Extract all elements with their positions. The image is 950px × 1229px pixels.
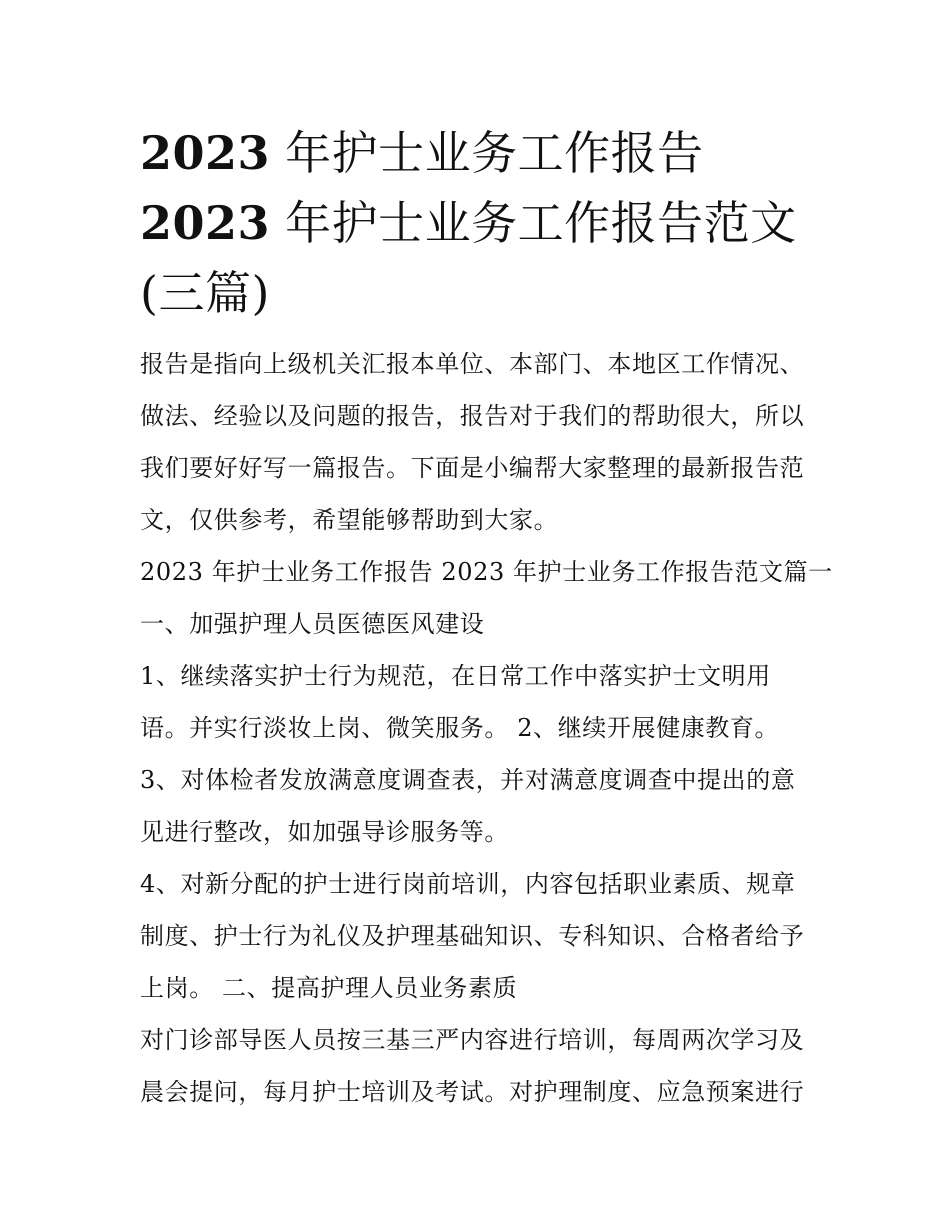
title-text-1: 年护士业务工作报告: [270, 126, 704, 180]
title-line-2: [140, 188, 820, 258]
title-line-3: (三篇): [140, 266, 270, 320]
title-year-2: 2023: [140, 196, 271, 250]
title-year-1: 2023: [140, 126, 271, 180]
document-title: [140, 118, 820, 328]
item-1-line-1: 1、继续落实护士行为规范，在日常工作中落实护士文明用: [140, 662, 771, 690]
item-3-paragraph: 3、对体检者发放满意度调查表，并对满意度调查中提出的意见进行整改，如加强导诊服务等。: [140, 766, 796, 846]
chapter-heading: 2023 年护士业务工作报告 2023 年护士业务工作报告范文篇一: [140, 558, 833, 586]
document-page: [140, 118, 833, 1118]
item-4-paragraph: 4、对新分配的护士进行岗前培训，内容包括职业素质、规章制度、护士行为礼仪及护理基础知识、专科知识、合格者给予上岗。 二、提高护理人员业务素质: [140, 870, 805, 1002]
item-1-line-2: 语。并实行淡妆上岗、微笑服务。 2、继续开展健康教育。: [140, 714, 780, 742]
section-1-heading: 一、加强护理人员医德医风建设: [140, 610, 485, 638]
title-text-2: 年护士业务工作报告范文: [270, 196, 797, 250]
title-line-1: [140, 118, 820, 188]
intro-paragraph: 报告是指向上级机关汇报本单位、本部门、本地区工作情况、做法、经验以及问题的报告，报告对于我们的帮助很大，所以我们要好好写一篇报告。下面是小编帮大家整理的最新报告范文，仅供参考，希望能够帮助到大家。: [140, 350, 805, 534]
training-paragraph: 对门诊部导医人员按三基三严内容进行培训，每周两次学习及晨会提问，每月护士培训及考试。对护理制度、应急预案进行: [140, 1026, 805, 1106]
